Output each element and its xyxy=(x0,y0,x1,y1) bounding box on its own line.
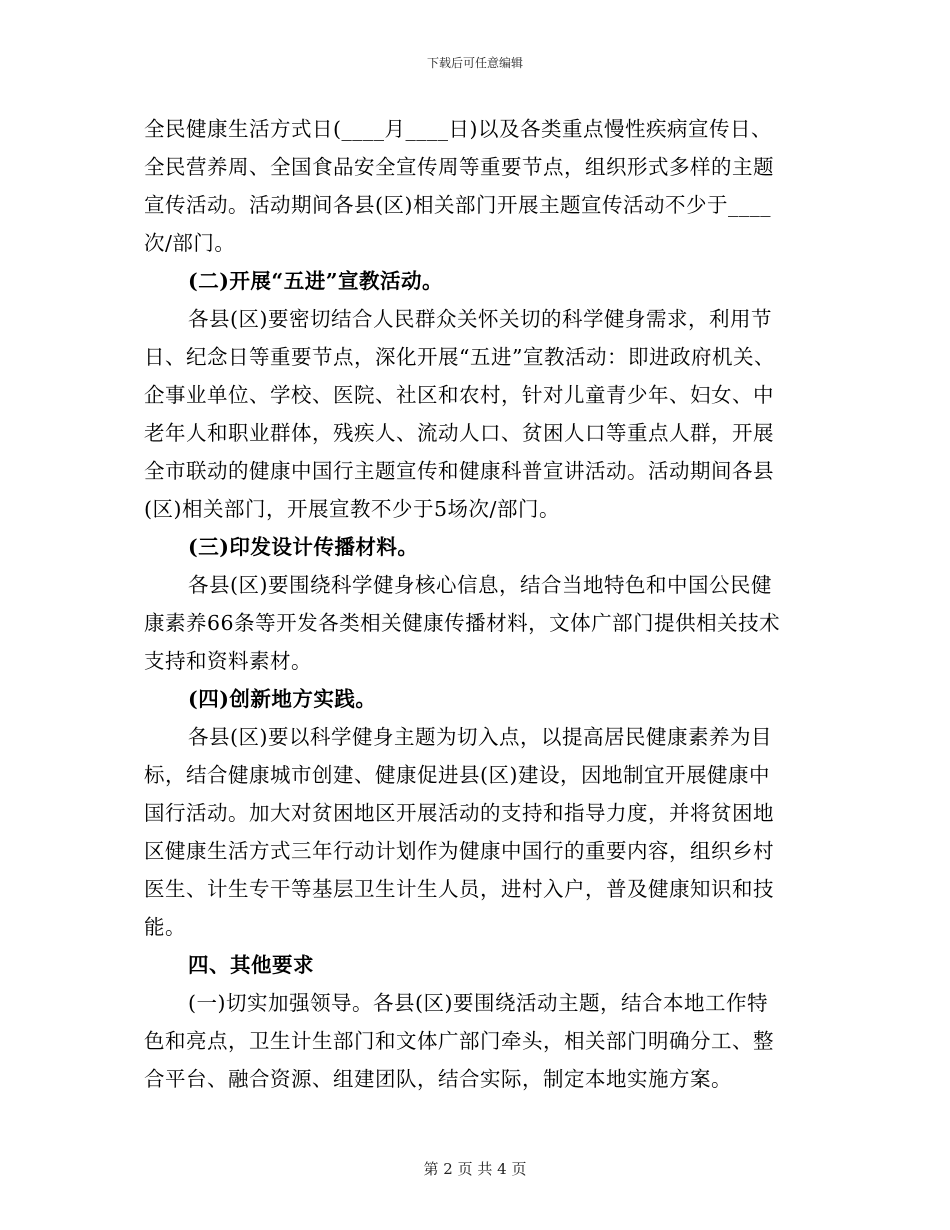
text-line: 次/部门。 xyxy=(144,231,236,255)
text-line: 标，结合健康城市创建、健康促进县(区)建设，因地制宜开展健康中 xyxy=(144,763,770,787)
text-line: 国行活动。加大对贫困地区开展活动的支持和指导力度，并将贫困地 xyxy=(144,801,774,825)
text-line: 能。 xyxy=(144,915,186,939)
text-line: 合平台、融合资源、组建团队，结合实际，制定本地实施方案。 xyxy=(144,1067,732,1091)
text-line: 宣传活动。活动期间各县(区)相关部门开展主题宣传活动不少于____ xyxy=(144,193,771,217)
text-line: 全民营养周、全国食品安全宣传周等重要节点，组织形式多样的主题 xyxy=(144,155,774,179)
section-heading: (四)创新地方实践。 xyxy=(188,687,377,711)
section-heading: 四、其他要求 xyxy=(188,953,314,977)
section-heading: (二)开展“五进”宣教活动。 xyxy=(188,269,443,293)
text-line: (区)相关部门，开展宣教不少于5场次/部门。 xyxy=(144,497,560,521)
text-line: (一)切实加强领导。各县(区)要围绕活动主题，结合本地工作特 xyxy=(188,991,768,1015)
page-header: 下载后可任意编辑 xyxy=(426,56,523,70)
text-line: 日、纪念日等重要节点，深化开展“五进”宣教活动：即进政府机关、 xyxy=(144,345,775,369)
text-line: 全市联动的健康中国行主题宣传和健康科普宣讲活动。活动期间各县 xyxy=(144,459,774,483)
text-line: 支持和资料素材。 xyxy=(144,649,312,673)
text-line: 老年人和职业群体，残疾人、流动人口、贫困人口等重点人群，开展 xyxy=(144,421,774,445)
text-line: 色和亮点，卫生计生部门和文体广部门牵头，相关部门明确分工、整 xyxy=(144,1029,774,1053)
text-line: 区健康生活方式三年行动计划作为健康中国行的重要内容，组织乡村 xyxy=(144,839,774,863)
page-footer: 第 2 页 共 4 页 xyxy=(423,1160,527,1178)
text-line: 企事业单位、学校、医院、社区和农村，针对儿童青少年、妇女、中 xyxy=(144,383,774,407)
text-line: 康素养66条等开发各类相关健康传播材料，文体广部门提供相关技术 xyxy=(144,611,781,635)
text-line: 各县(区)要围绕科学健身核心信息，结合当地特色和中国公民健 xyxy=(188,573,772,597)
text-line: 医生、计生专干等基层卫生计生人员，进村入户，普及健康知识和技 xyxy=(144,877,774,901)
text-line: 全民健康生活方式日(____月____日)以及各类重点慢性疾病宣传日、 xyxy=(144,117,772,141)
text-line: 各县(区)要密切结合人民群众关怀关切的科学健身需求，利用节 xyxy=(188,307,772,331)
section-heading: (三)印发设计传播材料。 xyxy=(188,535,419,559)
text-line: 各县(区)要以科学健身主题为切入点，以提高居民健康素养为目 xyxy=(188,725,772,749)
